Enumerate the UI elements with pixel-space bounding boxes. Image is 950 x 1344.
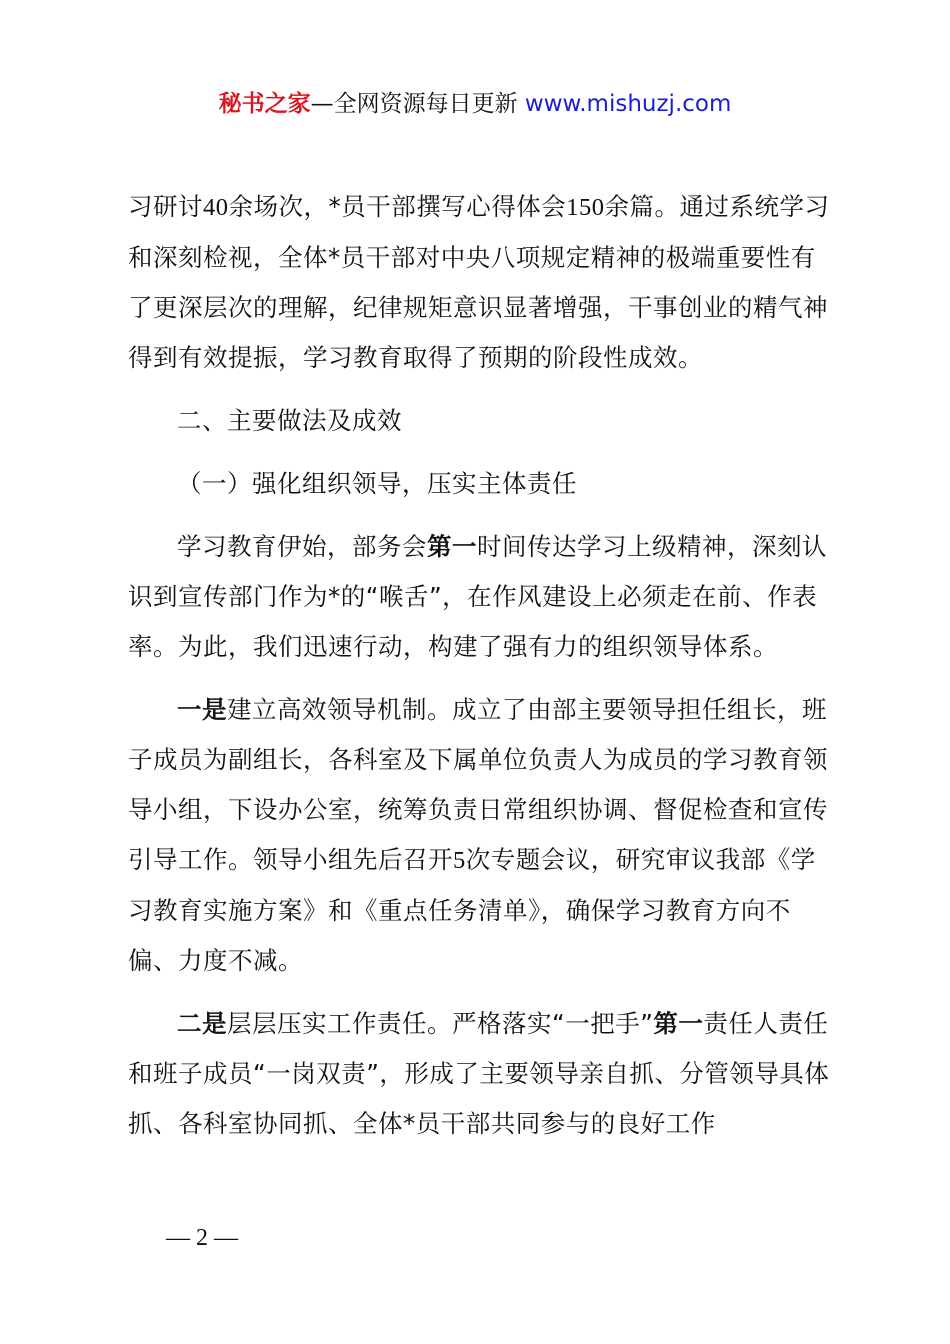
document-body <box>128 182 834 1149</box>
paragraph-text: 责任人责任和班子成员“一岗双责”，形成了主要领导亲自抓、分管领导具体抓、各科室协同抓、全体*员干部共同参与的良好工作 <box>128 1009 830 1138</box>
paragraph-text: 余篇。通过系统学习和深刻检视，全体*员干部对中央八项规定精神的极端重要性有了更深层次的理解，纪律规矩意识显著增强，干事创业的精气神得到有效提振，学习教育取得了预期的阶段性成效。 <box>128 192 830 372</box>
site-tagline: —全网资源每日更新 <box>310 91 525 117</box>
paragraph-number: 5 <box>453 847 466 874</box>
bold-emphasis: 一是 <box>177 695 227 724</box>
paragraph-text: 时间传达学习上级精神，深刻认识到宣传部门作为*的“喉舌”，在作风建设上必须走在前、作表率。为此，我们迅速行动，构建了强有力的组织领导体系。 <box>128 532 827 661</box>
paragraph-text: 习研讨 <box>128 192 203 221</box>
paragraph-text: 次专题会议，研究审议我部《学习教育实施方案》和《重点任务清单》，确保学习教育方向不偏、力度不减。 <box>128 845 816 975</box>
bold-emphasis: 二是 <box>177 1009 227 1038</box>
paragraph-text: 学习教育伊始，部务会 <box>177 532 427 561</box>
paragraph-number: 40 <box>203 194 229 221</box>
section-heading: 二、主要做法及成效 <box>177 406 402 435</box>
paragraph-point-one <box>128 685 834 986</box>
page-number: — 2 — <box>166 1225 238 1251</box>
site-url-link[interactable]: www.mishuzj.com <box>524 91 732 117</box>
bold-emphasis: 第一 <box>427 532 477 561</box>
paragraph-leadership <box>128 522 834 672</box>
subsection-heading: （一）强化组织领导，压实主体责任 <box>177 469 577 498</box>
site-header <box>0 86 950 122</box>
paragraph-text: 余场次，*员干部撰写心得体会 <box>228 192 567 221</box>
paragraph-point-two <box>128 999 834 1149</box>
paragraph-text: 层层压实工作责任。严格落实“一把手” <box>227 1009 654 1038</box>
paragraph-continued <box>128 182 834 383</box>
paragraph-text: 建立高效领导机制。成立了由部主要领导担任组长，班子成员为副组长，各科室及下属单位负责人为成员的学习教育领导小组，下设办公室，统筹负责日常组织协调、督促检查和宣传引导工作。领导小组先后召开 <box>128 695 828 874</box>
bold-emphasis: 第一 <box>653 1009 704 1038</box>
paragraph-number: 150 <box>566 194 605 221</box>
site-brand: 秘书之家 <box>218 91 311 117</box>
